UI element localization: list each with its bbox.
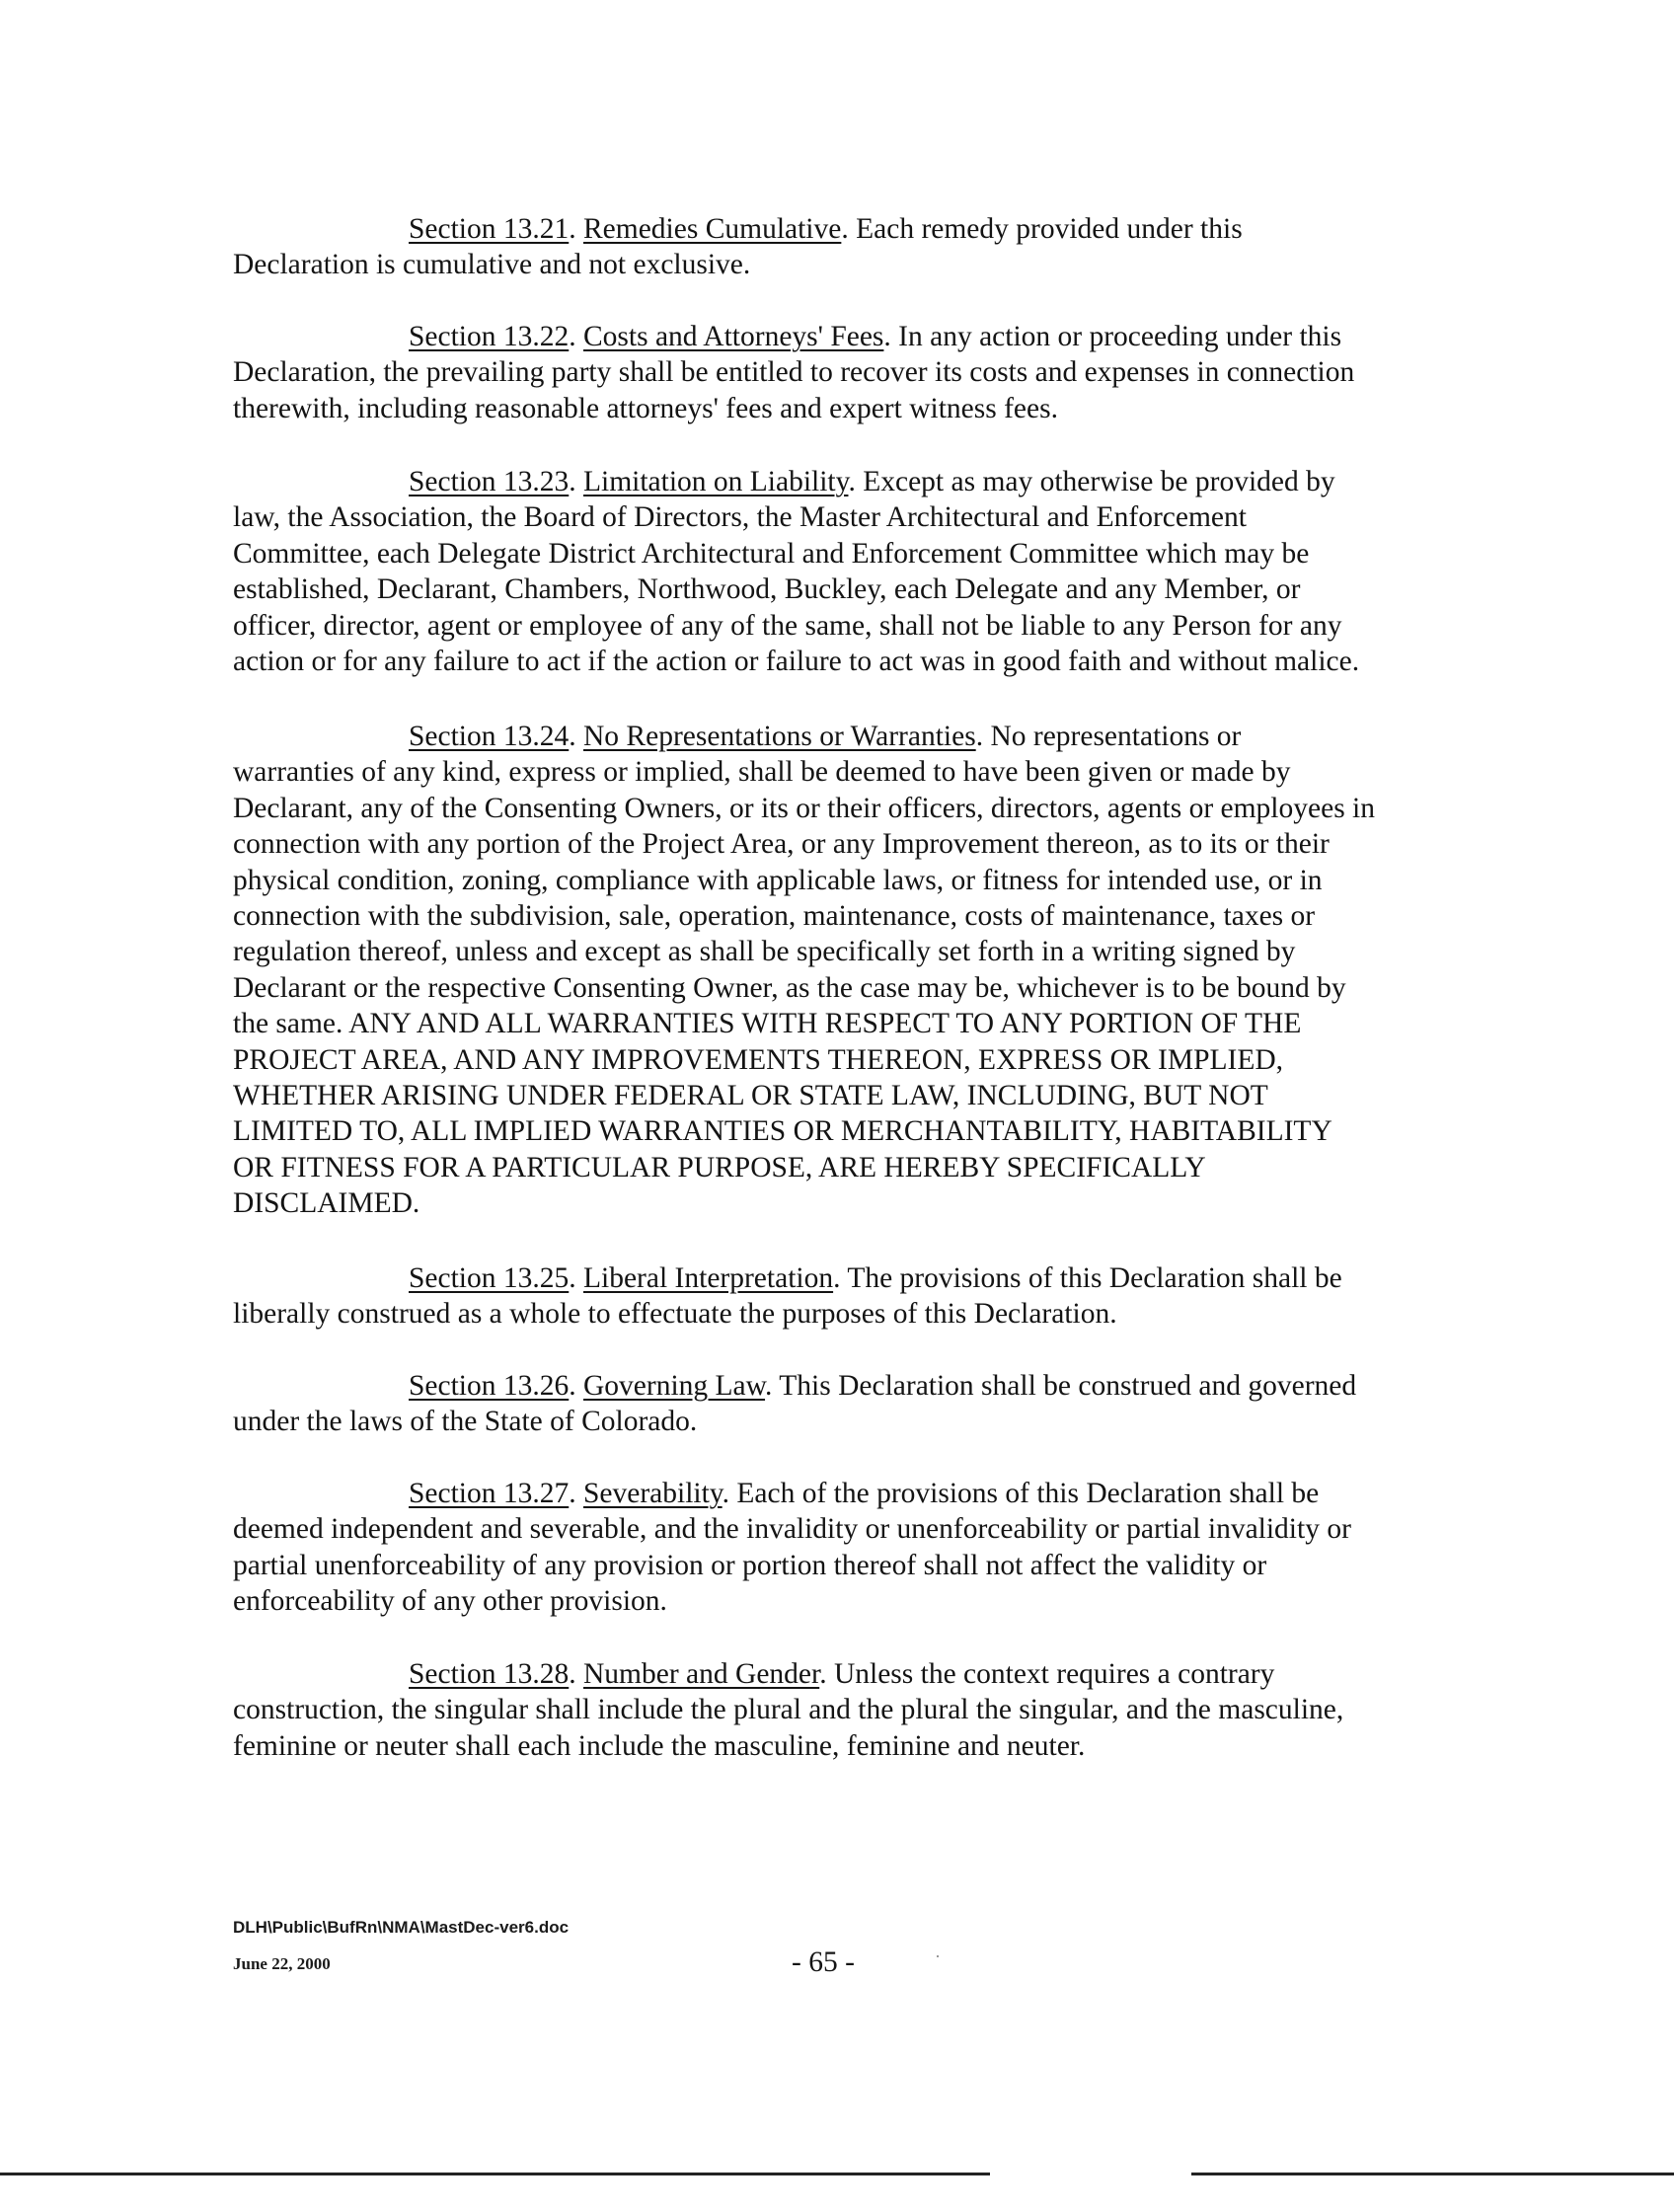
section-13-24: Section 13.24. No Representations or Warranties. No representations or warranties of any kind, express or implied, shall be deemed to have been given or made by Declarant, any of the Consenting Owners, or its or their officers, directors, agents or employees in connection with any portion of the Project Area, or any Improvement thereon, as to its or their physical condition, zoning, compliance with applicable laws, or fitness for intended use, or in connection with the subdivision, sale, operation, maintenance, costs of maintenance, taxes or regulation thereof, unless and except as shall be specifically set forth in a writing signed by Declarant or the respective Consenting Owner, as the case may be, whichever is to be bound by the same. ANY AND ALL WARRANTIES WITH RESPECT TO ANY PORTION OF THE PROJECT AREA, AND ANY IMPROVEMENTS THEREON, EXPRESS OR IMPLIED, WHETHER ARISING UNDER FEDERAL OR STATE LAW, INCLUDING, BUT NOT LIMITED TO, ALL IMPLIED WARRANTIES OR MERCHANTABILITY, HABITABILITY OR FITNESS FOR A PARTICULAR PURPOSE, ARE HEREBY SPECIFICALLY DISCLAIMED. bbox=[233, 721, 1375, 1220]
section-title: Number and Gender bbox=[583, 1658, 820, 1690]
section-number: Section 13.23 bbox=[409, 466, 570, 497]
footer-date: June 22, 2000 bbox=[233, 1954, 331, 1973]
section-title: No Representations or Warranties bbox=[583, 721, 976, 752]
section-number: Section 13.26 bbox=[409, 1370, 570, 1402]
section-body: This Declaration shall be construed and governed under the laws of the State of Colorado. bbox=[233, 1370, 1357, 1438]
section-title: Severability bbox=[583, 1478, 723, 1509]
section-13-22: Section 13.22. Costs and Attorneys' Fees. In any action or proceeding under this Declaration, the prevailing party shall be entitled to recover its costs and expenses in connection therewith, including reasonable attorneys' fees and expert witness fees. bbox=[233, 321, 1355, 424]
section-body: Each remedy provided under this Declaration is cumulative and not exclusive. bbox=[233, 213, 1243, 281]
scan-edge-rule-left bbox=[0, 2173, 990, 2175]
section-title: Liberal Interpretation bbox=[583, 1262, 834, 1294]
section-title: Governing Law bbox=[583, 1370, 766, 1402]
section-title: Costs and Attorneys' Fees bbox=[583, 321, 884, 352]
section-13-26: Section 13.26. Governing Law. This Declaration shall be construed and governed under the laws of the State of Colorado. bbox=[233, 1370, 1357, 1438]
section-number: Section 13.22 bbox=[409, 321, 570, 352]
section-13-25: Section 13.25. Liberal Interpretation. The provisions of this Declaration shall be liberally construed as a whole to effectuate the purposes of this Declaration. bbox=[233, 1262, 1342, 1331]
section-body: Each of the provisions of this Declaration shall be deemed independent and severable, and the invalidity or unenforceability or partial invalidity or partial unenforceability of any provision or portion thereof shall not affect the validity or enforceability of any other provision. bbox=[233, 1478, 1351, 1618]
section-number: Section 13.21 bbox=[409, 213, 570, 245]
section-13-28: Section 13.28. Number and Gender. Unless the context requires a contrary construction, the singular shall include the plural and the plural the singular, and the masculine, feminine or neuter shall each include the masculine, feminine and neuter. bbox=[233, 1658, 1344, 1762]
section-body: No representations or warranties of any kind, express or implied, shall be deemed to have been given or made by Declarant, any of the Consenting Owners, or its or their officers, directors, agents or employees in connection with any portion of the Project Area, or any Improvement thereon, as to its or their physical condition, zoning, compliance with applicable laws, or fitness for intended use, or in connection with the subdivision, sale, operation, maintenance, costs of maintenance, taxes or regulation thereof, unless and except as shall be specifically set forth in a writing signed by Declarant or the respective Consenting Owner, as the case may be, whichever is to be bound by the same. ANY AND ALL WARRANTIES WITH RESPECT TO ANY PORTION OF THE PROJECT AREA, AND ANY IMPROVEMENTS THEREON, EXPRESS OR IMPLIED, WHETHER ARISING UNDER FEDERAL OR STATE LAW, INCLUDING, BUT NOT LIMITED TO, ALL IMPLIED WARRANTIES OR MERCHANTABILITY, HABITABILITY OR FITNESS FOR A PARTICULAR PURPOSE, ARE HEREBY SPECIFICALLY DISCLAIMED. bbox=[233, 721, 1375, 1220]
section-number: Section 13.24 bbox=[409, 721, 570, 752]
section-body: Unless the context requires a contrary construction, the singular shall include the plural and the plural the singular, and the masculine, feminine or neuter shall each include the masculine, feminine and neuter. bbox=[233, 1658, 1344, 1762]
section-number: Section 13.27 bbox=[409, 1478, 570, 1509]
section-title: Remedies Cumulative bbox=[583, 213, 842, 245]
page-number: - 65 - bbox=[792, 1946, 855, 1978]
section-13-27: Section 13.27. Severability. Each of the provisions of this Declaration shall be deemed independent and severable, and the invalidity or unenforceability or partial invalidity or partial unenforceability of any provision or portion thereof shall not affect the validity or enforceability of any other provision. bbox=[233, 1478, 1351, 1618]
section-13-23: Section 13.23. Limitation on Liability. Except as may otherwise be provided by law, the Association, the Board of Directors, the Master Architectural and Enforcement Committee, each Delegate District Architectural and Enforcement Committee which may be established, Declarant, Chambers, Northwood, Buckley, each Delegate and any Member, or officer, director, agent or employee of any of the same, shall not be liable to any Person for any action or for any failure to act if the action or failure to act was in good faith and without malice. bbox=[233, 466, 1360, 678]
section-body: Except as may otherwise be provided by law, the Association, the Board of Directors, the Master Architectural and Enforcement Committee, each Delegate District Architectural and Enforcement Committee which may be established, Declarant, Chambers, Northwood, Buckley, each Delegate and any Member, or officer, director, agent or employee of any of the same, shall not be liable to any Person for any action or for any failure to act if the action or failure to act was in good faith and without malice. bbox=[233, 466, 1360, 678]
section-number: Section 13.28 bbox=[409, 1658, 570, 1690]
section-body: The provisions of this Declaration shall be liberally construed as a whole to effectuate the purposes of this Declaration. bbox=[233, 1262, 1342, 1331]
section-13-21: Section 13.21. Remedies Cumulative. Each remedy provided under this Declaration is cumulative and not exclusive. bbox=[233, 213, 1243, 281]
footer-file-path: DLH\Public\BufRn\NMA\MastDec-ver6.doc bbox=[233, 1918, 570, 1937]
scan-speck bbox=[937, 1955, 939, 1957]
section-number: Section 13.25 bbox=[409, 1262, 570, 1294]
scan-edge-rule-right bbox=[1191, 2173, 1674, 2175]
section-title: Limitation on Liability bbox=[583, 466, 849, 497]
section-body: In any action or proceeding under this Declaration, the prevailing party shall be entitled to recover its costs and expenses in connection therewith, including reasonable attorneys' fees and expert witness fees. bbox=[233, 321, 1355, 424]
